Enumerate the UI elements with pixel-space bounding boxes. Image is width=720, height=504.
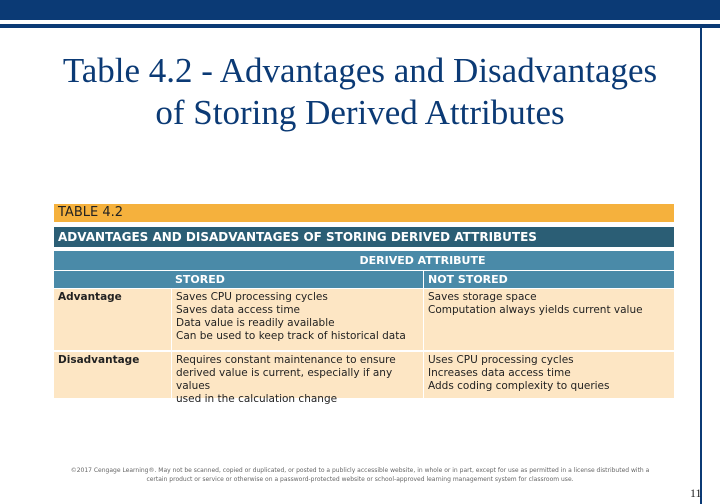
side-rule: [700, 28, 702, 504]
cell-advantage-stored: [171, 288, 423, 350]
copyright-notice: ©2017 Cengage Learning®. May not be scanned, copied or duplicated, or posted to a publicly accessible website, in whole or in part, except for use as permitted in a license distributed with a certain product or service or otherwise on a password-protected website or school-approved learning management system for classroom use.: [70, 467, 650, 483]
cell-line: derived value is current, especially if any values: [176, 367, 393, 392]
group-header: DERIVED ATTRIBUTE: [171, 251, 674, 270]
cell-line: used in the calculation change: [176, 393, 338, 405]
header-corner-2: [54, 270, 171, 288]
cell-line: Saves CPU processing cycles: [176, 291, 328, 303]
cell-line: Increases data access time: [428, 367, 571, 379]
table-label: TABLE 4.2: [54, 204, 674, 222]
cell-advantage-not-stored: [423, 288, 674, 350]
row-label-advantage: Advantage: [54, 288, 171, 350]
page-number: 11: [690, 486, 702, 500]
cell-line: Computation always yields current value: [428, 304, 643, 316]
table-grid: [54, 251, 674, 405]
row-label-disadvantage: Disadvantage: [54, 350, 171, 398]
cell-line: Saves storage space: [428, 291, 537, 303]
top-rule: [0, 24, 720, 28]
cell-disadvantage-stored: [171, 350, 423, 405]
slide-title: Table 4.2 - Advantages and Disadvantages of Storing Derived Attributes: [62, 51, 658, 132]
top-banner: [0, 0, 720, 20]
table-title: ADVANTAGES AND DISADVANTAGES OF STORING DERIVED ATTRIBUTES: [54, 227, 674, 247]
cell-line: Adds coding complexity to queries: [428, 380, 610, 392]
cell-line: Uses CPU processing cycles: [428, 354, 574, 366]
cell-line: Requires constant maintenance to ensure: [176, 354, 396, 366]
cell-line: Saves data access time: [176, 304, 301, 316]
column-header-stored: STORED: [171, 270, 423, 288]
table-4-2: [54, 204, 674, 405]
column-header-not-stored: NOT STORED: [423, 270, 674, 288]
header-corner: [54, 251, 171, 270]
cell-line: Can be used to keep track of historical data: [176, 330, 406, 342]
cell-line: Data value is readily available: [176, 317, 335, 329]
cell-disadvantage-not-stored: [423, 350, 674, 398]
